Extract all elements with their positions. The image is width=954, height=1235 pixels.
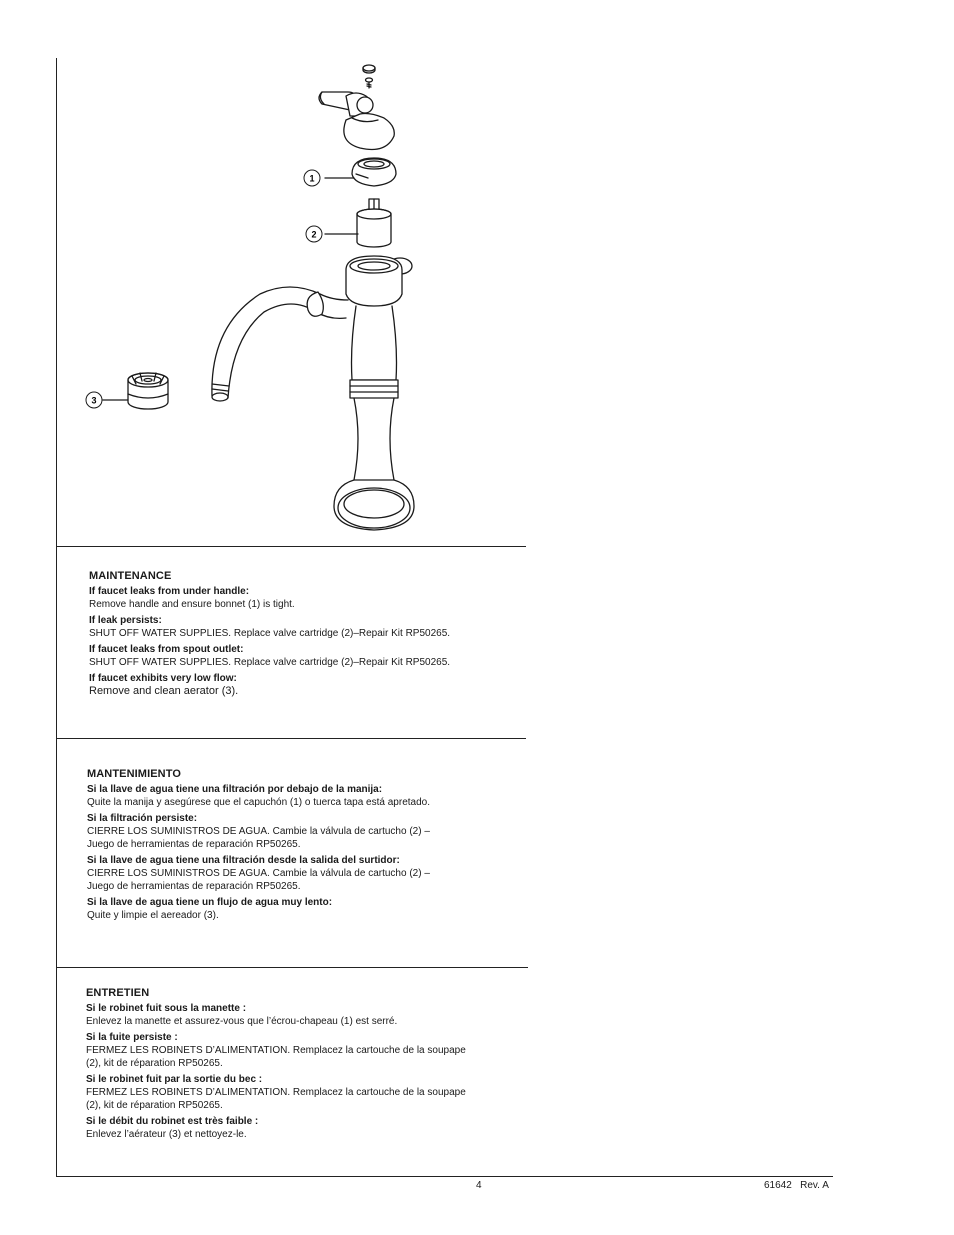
question: Si la filtración persiste: [87, 813, 198, 824]
valve-cartridge-icon [357, 199, 391, 247]
question: Si la llave de agua tiene una filtración por debajo de la manija: [87, 784, 383, 795]
answer: SHUT OFF WATER SUPPLIES. Replace valve cartridge (2)–Repair Kit RP50265. [89, 657, 451, 668]
callout-3 [86, 392, 102, 408]
question: If faucet leaks from spout outlet: [89, 644, 244, 655]
maintenance-section-es [87, 768, 527, 922]
faucet-exploded-diagram [60, 56, 530, 544]
section-divider [56, 546, 526, 547]
document-number: 61642 Rev. A [764, 1180, 829, 1191]
screw-icon [366, 78, 373, 88]
question: If faucet exhibits very low flow: [89, 673, 237, 684]
answer: Quite y limpie el aereador (3). [87, 910, 219, 921]
question: Si la fuite persiste : [86, 1032, 178, 1043]
answer: Remove handle and ensure bonnet (1) is tight. [89, 599, 295, 610]
section-heading: MANTENIMIENTO [87, 768, 181, 780]
maintenance-section-fr [86, 987, 536, 1141]
bonnet-icon [352, 158, 396, 186]
maintenance-section-en [89, 570, 529, 698]
question: If faucet leaks from under handle: [89, 586, 250, 597]
callout-1 [304, 170, 320, 186]
answer: Enlevez la manette et assurez-vous que l’écrou-chapeau (1) est serré. [86, 1016, 398, 1027]
answer: SHUT OFF WATER SUPPLIES. Replace valve cartridge (2)–Repair Kit RP50265. [89, 628, 451, 639]
question: If leak persists: [89, 615, 162, 626]
section-divider [56, 738, 526, 739]
answer: CIERRE LOS SUMINISTROS DE AGUA. Cambie la válvula de cartucho (2) – [87, 868, 430, 879]
callout-2 [306, 226, 322, 242]
question: Si le robinet fuit sous la manette : [86, 1003, 247, 1014]
answer: Juego de herramientas de reparación RP50265. [87, 881, 301, 892]
answer: Remove and clean aerator (3). [89, 685, 239, 697]
question: Si le robinet fuit par la sortie du bec : [86, 1074, 263, 1085]
svg-text:2: 2 [311, 229, 317, 240]
faucet-body-icon [334, 256, 414, 530]
answer: FERMEZ LES ROBINETS D’ALIMENTATION. Remplacez la cartouche de la soupape [86, 1045, 466, 1056]
answer: Quite la manija y asegúrese que el capuchón (1) o tuerca tapa está apretado. [87, 797, 430, 808]
answer: Enlevez l’aérateur (3) et nettoyez-le. [86, 1129, 247, 1140]
spout-icon [212, 287, 348, 401]
section-heading: ENTRETIEN [86, 987, 150, 999]
question: Si la llave de agua tiene una filtración desde la salida del surtidor: [87, 855, 400, 866]
svg-text:1: 1 [309, 173, 315, 184]
question: Si la llave de agua tiene un flujo de agua muy lento: [87, 897, 333, 908]
answer: (2), kit de réparation RP50265. [86, 1100, 223, 1111]
aerator-icon [128, 373, 168, 409]
answer: (2), kit de réparation RP50265. [86, 1058, 223, 1069]
answer: Juego de herramientas de reparación RP50265. [87, 839, 301, 850]
left-margin-rule [56, 58, 57, 1176]
answer: CIERRE LOS SUMINISTROS DE AGUA. Cambie la válvula de cartucho (2) – [87, 826, 430, 837]
footer-rule [56, 1176, 833, 1177]
answer: FERMEZ LES ROBINETS D’ALIMENTATION. Remplacez la cartouche de la soupape [86, 1087, 466, 1098]
index-button-icon [363, 65, 375, 73]
lever-handle-icon [319, 92, 394, 150]
page-number: 4 [476, 1180, 482, 1191]
section-heading: MAINTENANCE [89, 570, 172, 582]
section-divider [56, 967, 528, 968]
svg-text:3: 3 [91, 395, 97, 406]
question: Si le débit du robinet est très faible : [86, 1116, 259, 1127]
